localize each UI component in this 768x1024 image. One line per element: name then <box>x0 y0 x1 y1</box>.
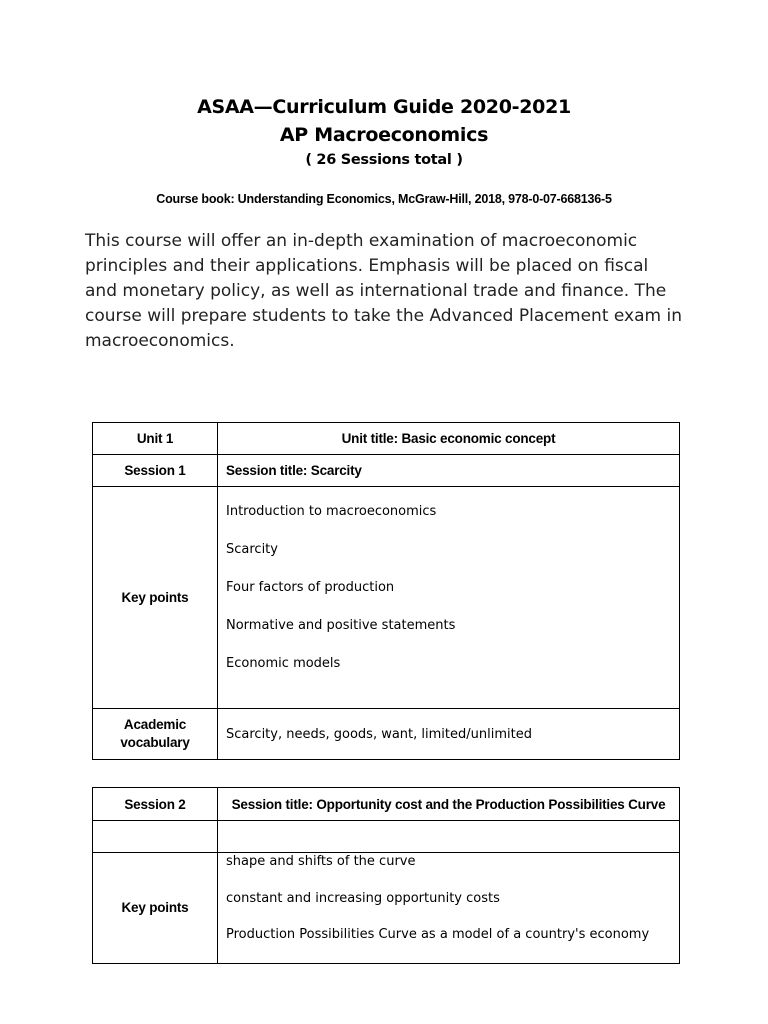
key-points-row <box>93 853 680 964</box>
key-point: Four factors of production <box>226 579 395 595</box>
course-title: AP Macroeconomics <box>279 124 489 146</box>
empty-cell <box>93 821 218 853</box>
unit-title: Unit title: Basic economic concept <box>218 423 680 455</box>
vocab-text: Scarcity, needs, goods, want, limited/unlimited <box>218 709 680 760</box>
key-points-label: Key points <box>93 853 218 964</box>
empty-row <box>93 821 680 853</box>
empty-cell <box>218 821 680 853</box>
key-points-label: Key points <box>93 487 218 709</box>
unit1-session1-table <box>92 422 680 760</box>
session-header-row <box>93 788 680 821</box>
key-point: shape and shifts of the curve <box>226 854 416 869</box>
key-point: Normative and positive statements <box>226 617 456 633</box>
vocab-row <box>93 709 680 760</box>
session-label: Session 2 <box>93 788 218 821</box>
session-title: Session title: Opportunity cost and the Production Possibilities Curve <box>218 788 680 821</box>
sessions-total: ( 26 Sessions total ) <box>305 152 463 168</box>
session2-table <box>92 787 680 964</box>
intro-paragraph: This course will offer an in-depth examination of macroeconomic principles and their applications. Emphasis will be placed on fiscal and monetary policy, as well as international trade and finance. The course will prepare students to take the Advanced Placement exam in macroeconomics. <box>85 231 683 351</box>
key-point: Scarcity <box>226 541 278 557</box>
session-header-row <box>93 455 680 487</box>
session-title: Session title: Scarcity <box>218 455 680 487</box>
key-points-row <box>93 487 680 709</box>
key-point: Production Possibilities Curve as a model of a country's economy <box>226 927 650 942</box>
session-label: Session 1 <box>93 455 218 487</box>
course-book-line: Course book: Understanding Economics, McGraw-Hill, 2018, 978-0-07-668136-5 <box>156 192 612 206</box>
vocab-label: Academic vocabulary <box>93 709 218 760</box>
unit-header-row <box>93 423 680 455</box>
key-point: constant and increasing opportunity costs <box>226 890 500 906</box>
key-point: Economic models <box>226 655 341 671</box>
doc-title: ASAA—Curriculum Guide 2020-2021 <box>197 96 571 118</box>
key-points-list <box>218 853 680 964</box>
key-point: Introduction to macroeconomics <box>226 503 437 519</box>
key-points-list <box>218 487 680 709</box>
unit-label: Unit 1 <box>93 423 218 455</box>
